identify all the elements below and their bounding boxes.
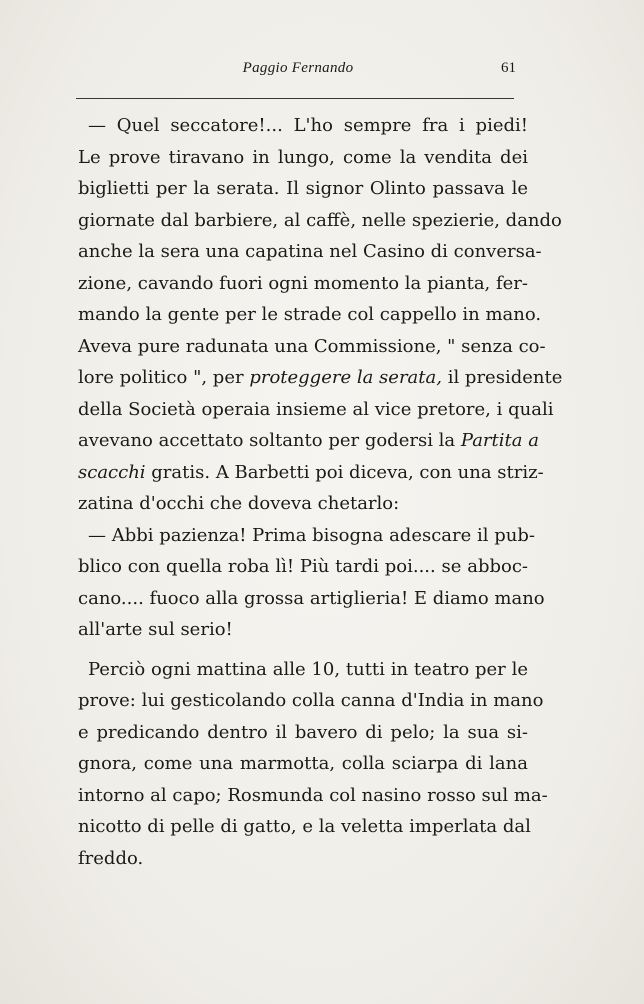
text-line: nicotto di pelle di gatto, e la veletta imperlata dal (78, 816, 531, 837)
text-segment: il presidente (441, 367, 563, 388)
text-line: anche la sera una capatina nel Casino di conversa- (78, 241, 542, 262)
text-line-mixed (78, 425, 539, 457)
text-line: Perciò ogni mattina alle 10, tutti in teatro per le (88, 658, 528, 680)
italic-title: proteggere la serata, (249, 367, 442, 388)
text-line: — Quel seccatore!... L'ho sempre fra i piedi! (88, 115, 528, 136)
text-line: freddo. (78, 847, 144, 869)
italic-title: scacchi (78, 461, 146, 483)
text-segment: lore politico ", per (78, 367, 250, 388)
text-line: zatina d'occhi che doveva chetarlo: (78, 493, 400, 514)
header-rule (76, 98, 514, 99)
text-line: biglietti per la serata. Il signor Olinto passava le (78, 178, 528, 199)
text-line: blico con quella roba lì! Più tardi poi.... se abboc- (78, 556, 528, 577)
page-header (80, 60, 516, 84)
text-line-mixed (78, 457, 544, 489)
text-line: zione, cavando fuori ogni momento la pianta, fer- (78, 272, 528, 294)
text-segment: gratis. A Barbetti poi diceva, con una striz- (145, 461, 544, 483)
text-line: prove: lui gesticolando colla canna d'India in mano (78, 690, 544, 711)
body-text (78, 110, 563, 874)
text-line-mixed (78, 362, 563, 394)
text-line: cano.... fuoco alla grossa artiglieria! E diamo mano (78, 587, 545, 609)
text-line: mando la gente per le strade col cappello in mano. (78, 304, 542, 325)
text-segment: avevano accettato soltanto per godersi la (78, 430, 461, 451)
text-line: Le prove tiravano in lungo, come la vendita dei (78, 146, 528, 168)
text-line: gnora, come una marmotta, colla sciarpa di lana (78, 753, 528, 774)
text-line: e predicando dentro il bavero di pelo; la sua si- (78, 721, 528, 743)
text-line: della Società operaia insieme al vice pretore, i quali (78, 398, 554, 420)
page-number: 61 (501, 60, 516, 76)
text-line: all'arte sul serio! (78, 619, 233, 640)
italic-title: Partita a (460, 430, 539, 451)
text-line: intorno al capo; Rosmunda col nasino rosso sul ma- (78, 784, 548, 806)
text-line: — Abbi pazienza! Prima bisogna adescare il pub- (88, 524, 535, 546)
running-title: Paggio Fernando (242, 60, 354, 76)
text-line: giornate dal barbiere, al caffè, nelle spezierie, dando (78, 209, 562, 231)
text-line: Aveva pure radunata una Commissione, " senza co- (78, 335, 546, 357)
